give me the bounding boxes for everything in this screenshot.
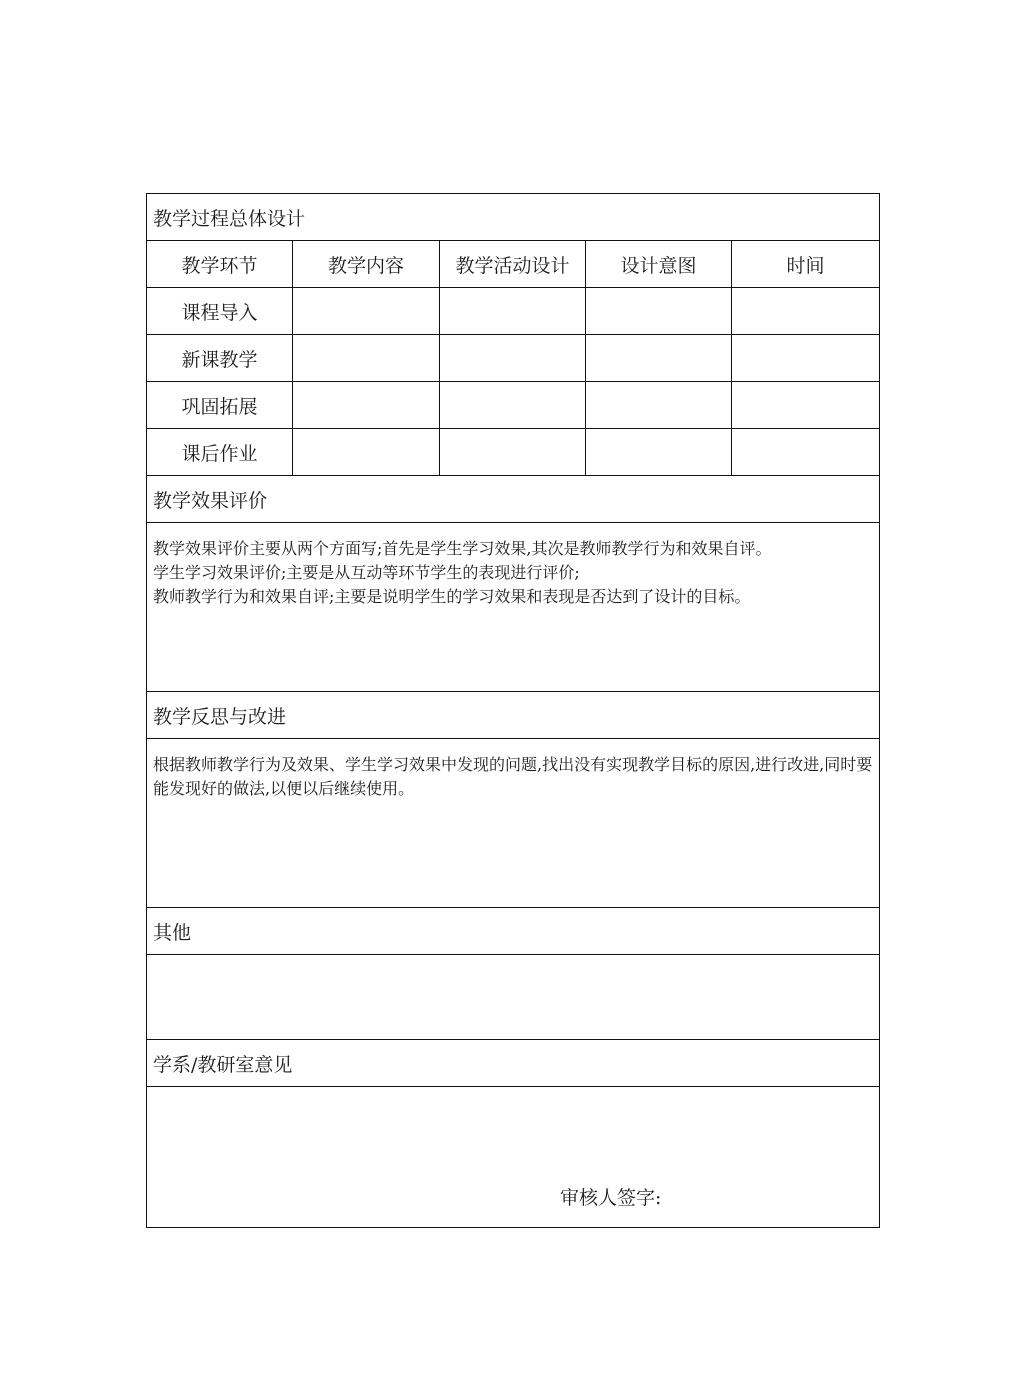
activity-cell[interactable] [440,382,586,429]
row-label: 课程导入 [147,288,293,335]
row-label: 课后作业 [147,429,293,476]
evaluation-text-area[interactable] [147,523,880,692]
row-label: 新课教学 [147,335,293,382]
time-cell[interactable] [732,288,880,335]
content-cell[interactable] [293,335,440,382]
intent-cell[interactable] [586,335,732,382]
opinion-text-area[interactable] [147,1087,880,1228]
table-row [147,335,880,382]
activity-cell[interactable] [440,288,586,335]
signature-label: 审核人签字: [560,1187,662,1209]
activity-cell[interactable] [440,429,586,476]
table-row [147,382,880,429]
section-title-evaluation: 教学效果评价 [147,476,880,523]
evaluation-line: 学生学习效果评价;主要是从互动等环节学生的表现进行评价; [153,563,580,582]
section-title-other: 其他 [147,908,880,955]
content-cell[interactable] [293,288,440,335]
time-cell[interactable] [732,429,880,476]
reflection-text-area[interactable] [147,739,880,908]
column-header: 教学活动设计 [440,241,586,288]
table-row [147,288,880,335]
column-header: 教学环节 [147,241,293,288]
intent-cell[interactable] [586,429,732,476]
section-title-reflection: 教学反思与改进 [147,692,880,739]
other-text-area[interactable] [147,955,880,1040]
table-header-row [147,241,880,288]
evaluation-line: 教师教学行为和效果自评;主要是说明学生的学习效果和表现是否达到了设计的目标。 [153,587,751,606]
column-header: 教学内容 [293,241,440,288]
activity-cell[interactable] [440,335,586,382]
row-label: 巩固拓展 [147,382,293,429]
content-cell[interactable] [293,429,440,476]
column-header: 时间 [732,241,880,288]
reflection-text: 根据教师教学行为及效果、学生学习效果中发现的问题,找出没有实现教学目标的原因,进行改进,同时要能发现好的做法,以便以后继续使用。 [153,755,873,798]
table-row [147,429,880,476]
lesson-plan-form [146,193,880,1228]
intent-cell[interactable] [586,382,732,429]
evaluation-line: 教学效果评价主要从两个方面写;首先是学生学习效果,其次是教师教学行为和效果自评。 [153,539,772,558]
time-cell[interactable] [732,335,880,382]
column-header: 设计意图 [586,241,732,288]
intent-cell[interactable] [586,288,732,335]
time-cell[interactable] [732,382,880,429]
section-title-opinion: 学系/教研室意见 [147,1040,880,1087]
content-cell[interactable] [293,382,440,429]
section-title-process: 教学过程总体设计 [147,194,880,241]
